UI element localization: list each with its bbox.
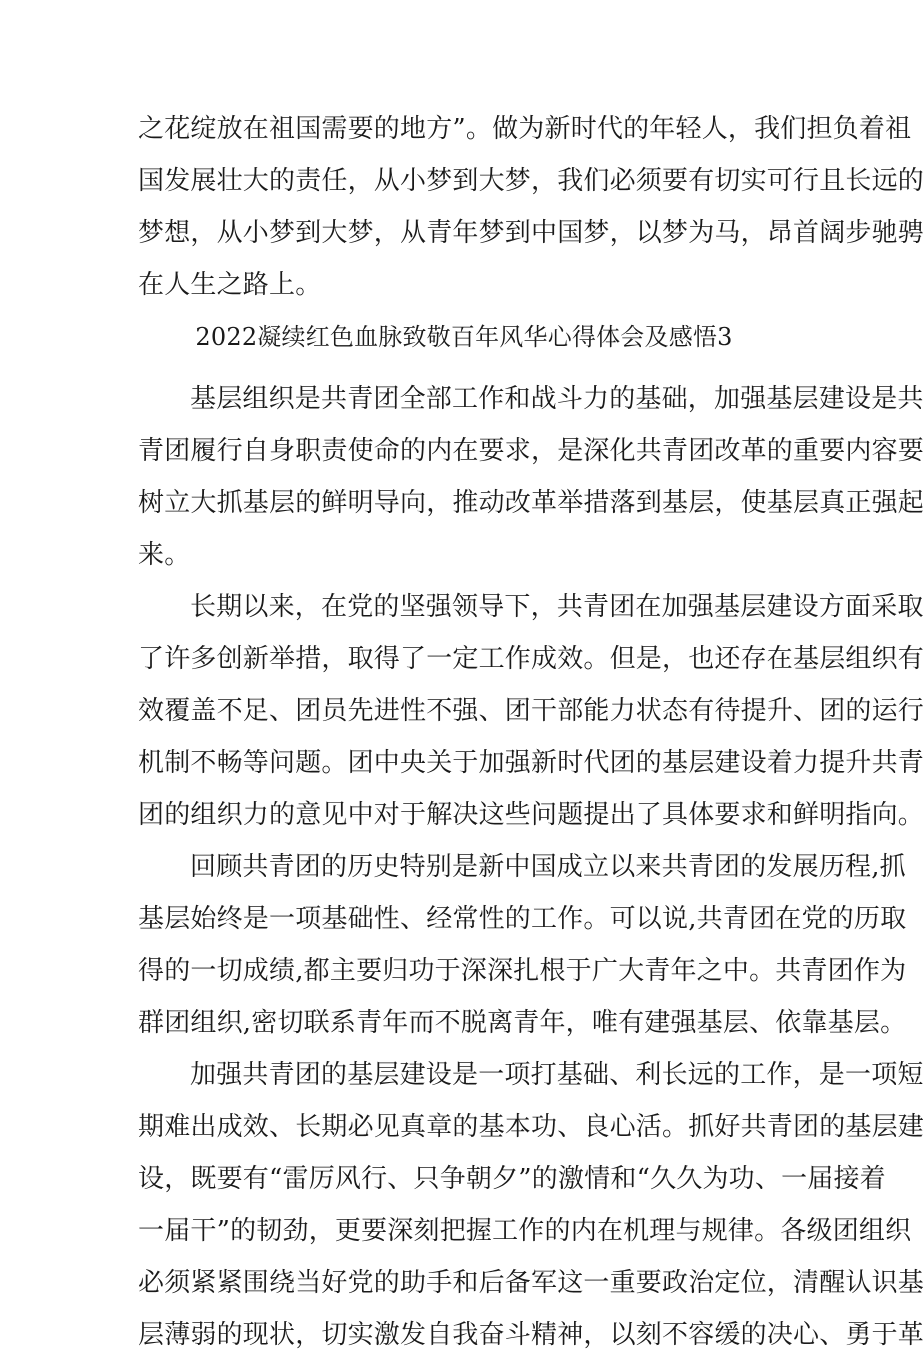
text-line: 基层始终是一项基础性、经常性的工作。可以说,共青团在党的历取 — [138, 904, 907, 934]
text-line: 得的一切成绩,都主要归功于深深扎根于广大青年之中。共青团作为 — [138, 956, 907, 986]
text-line: 梦想，从小梦到大梦，从青年梦到中国梦，以梦为马，昂首阔步驰骋 — [138, 218, 924, 248]
text-line: 必须紧紧围绕当好党的助手和后备军这一重要政治定位，清醒认识基 — [138, 1268, 924, 1298]
continuation-paragraph — [138, 103, 924, 311]
document-page — [138, 103, 924, 1361]
text-line: 团的组织力的意见中对于解决这些问题提出了具体要求和鲜明指向。 — [138, 800, 924, 830]
text-line: 回顾共青团的历史特别是新中国成立以来共青团的发展历程,抓 — [190, 852, 906, 882]
text-line: 层薄弱的现状，切实激发自我奋斗精神，以刻不容缓的决心、勇于革 — [138, 1320, 924, 1350]
text-line: 效覆盖不足、团员先进性不强、团干部能力状态有待提升、团的运行 — [138, 696, 924, 726]
paragraph-1 — [138, 373, 924, 581]
text-line: 期难出成效、长期必见真章的基本功、良心活。抓好共青团的基层建 — [138, 1112, 924, 1142]
spacer — [138, 363, 790, 373]
text-line: 长期以来，在党的坚强领导下，共青团在加强基层建设方面采取 — [190, 592, 924, 622]
text-line: 青团履行自身职责使命的内在要求，是深化共青团改革的重要内容要 — [138, 436, 924, 466]
text-line: 树立大抓基层的鲜明导向，推动改革举措落到基层，使基层真正强起 — [138, 488, 924, 518]
text-line: 国发展壮大的责任，从小梦到大梦，我们必须要有切实可行且长远的 — [138, 166, 924, 196]
paragraph-4 — [138, 1049, 924, 1361]
text-line: 基层组织是共青团全部工作和战斗力的基础，加强基层建设是共 — [190, 384, 924, 414]
text-line: 在人生之路上。 — [138, 270, 322, 300]
text-line: 一届干”的韧劲，更要深刻把握工作的内在机理与规律。各级团组织 — [138, 1216, 912, 1246]
text-line: 之花绽放在祖国需要的地方”。做为新时代的年轻人，我们担负着祖 — [138, 114, 912, 144]
text-line: 群团组织,密切联系青年而不脱离青年，唯有建强基层、依靠基层。 — [138, 1008, 907, 1038]
paragraph-2 — [138, 581, 924, 841]
text-line: 来。 — [138, 540, 191, 570]
text-line: 了许多创新举措，取得了一定工作成效。但是，也还存在基层组织有 — [138, 644, 924, 674]
text-line: 加强共青团的基层建设是一项打基础、利长远的工作，是一项短 — [190, 1060, 924, 1090]
text-line: 机制不畅等问题。团中央关于加强新时代团的基层建设着力提升共青 — [138, 748, 924, 778]
text-line: 设，既要有“雷厉风行、只争朝夕”的激情和“久久为功、一届接着 — [138, 1164, 886, 1194]
section-heading: 2022凝续红色血脉致敬百年风华心得体会及感悟3 — [195, 323, 733, 351]
paragraph-3 — [138, 841, 907, 1049]
